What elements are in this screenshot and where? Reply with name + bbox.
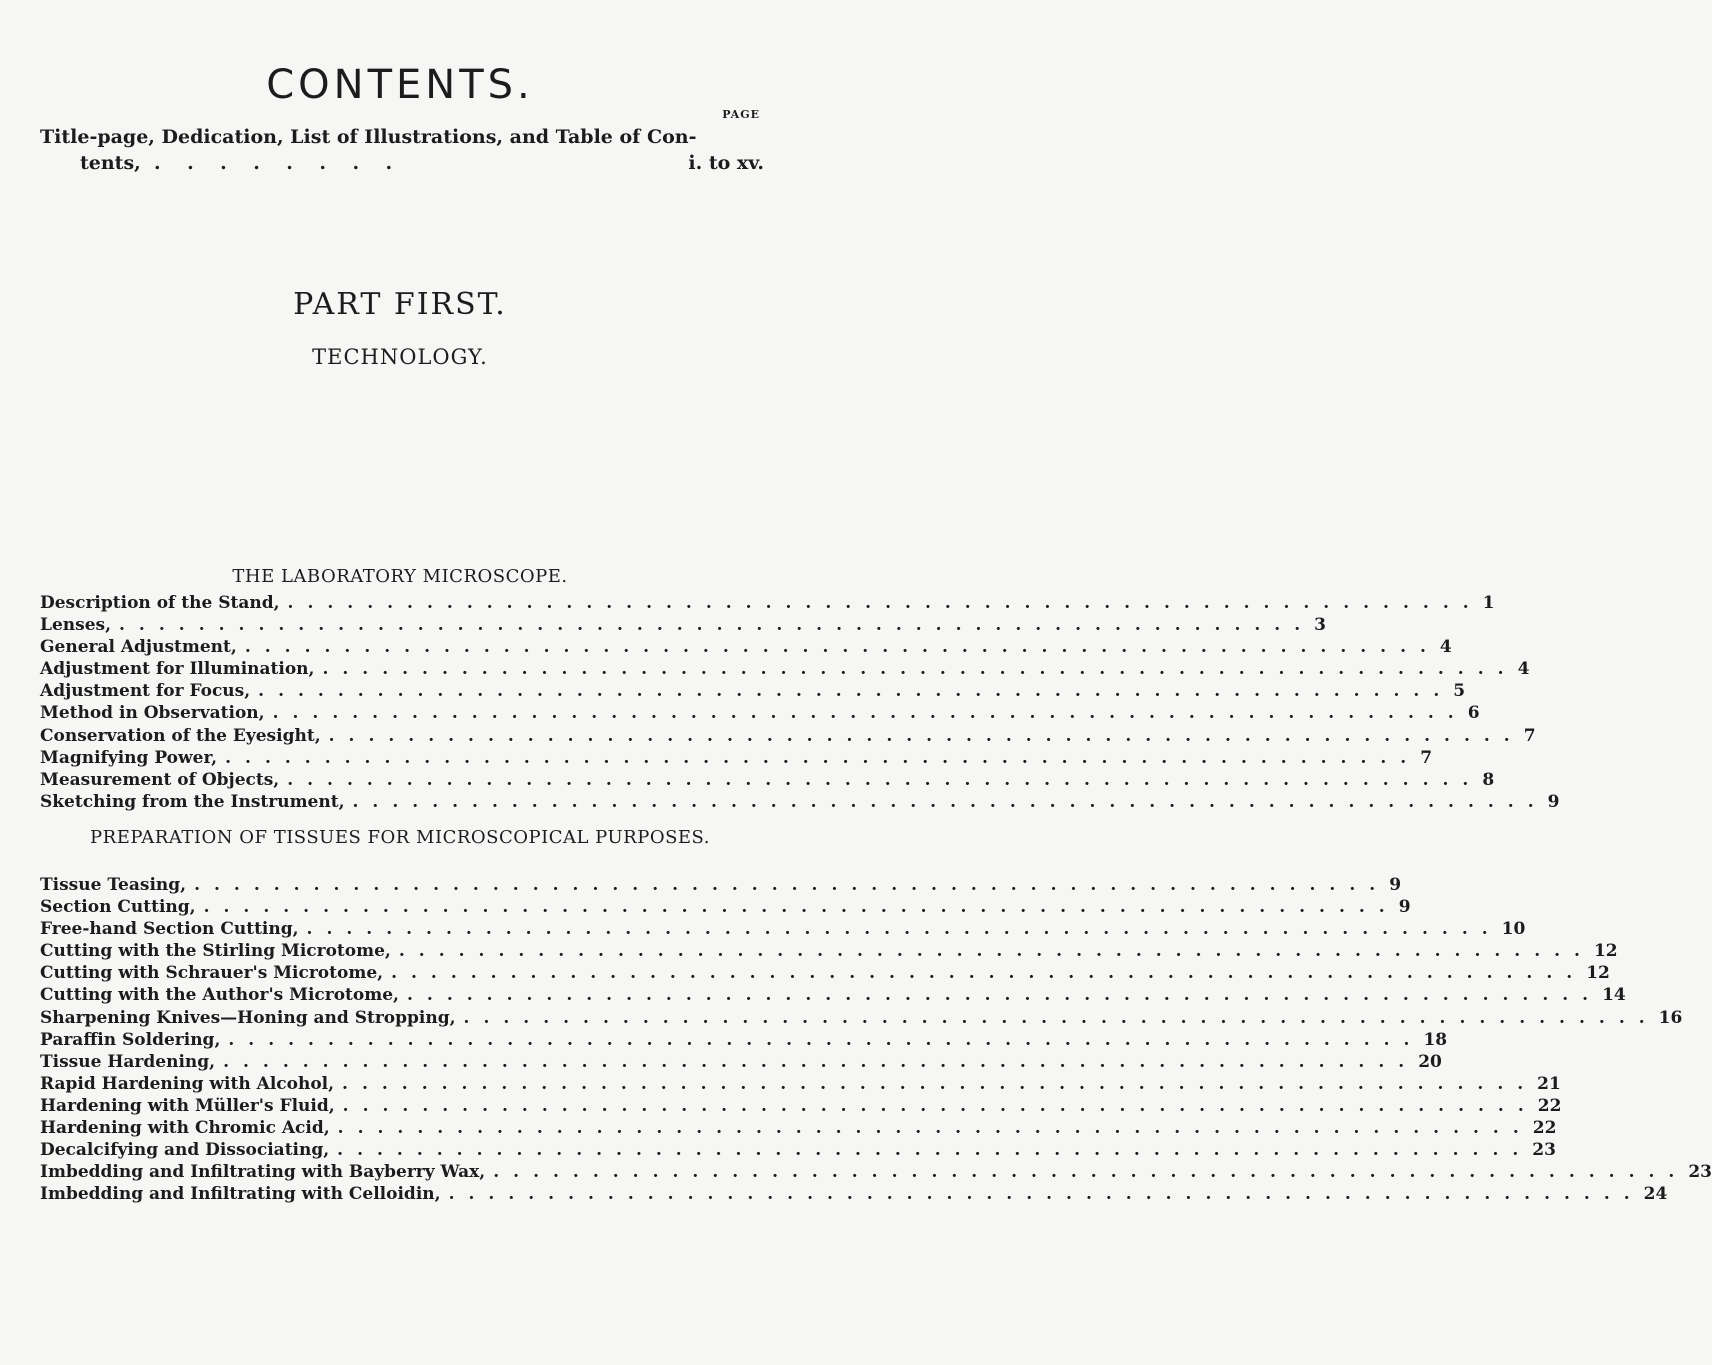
toc-entry (40, 1095, 1562, 1117)
toc-leader-dots: ............................................................ (337, 1118, 1533, 1139)
toc-entry (40, 940, 1618, 962)
toc-leader-dots: ............................................................ (493, 1162, 1689, 1183)
toc-entry-title: Sketching from the Instrument, (40, 791, 345, 812)
section-heading-preparation: PREPARATION OF TISSUES FOR MICROSCOPICAL PURPOSES. (90, 827, 710, 848)
toc-entry-page: 22 (1532, 1118, 1557, 1139)
toc-entry-title: Imbedding and Infiltrating with Celloidin, (40, 1184, 441, 1205)
page-title: CONTENTS. (266, 62, 534, 108)
toc-entry-title: Lenses, (40, 615, 112, 636)
part-subtitle: TECHNOLOGY. (312, 345, 488, 369)
toc-entry-title: Cutting with the Stirling Microtome, (40, 941, 391, 962)
toc-entry-page: 21 (1537, 1073, 1561, 1094)
toc-entry-title: Magnifying Power, (40, 747, 218, 768)
toc-entry-title: Tissue Teasing, (40, 875, 187, 895)
toc-entry (40, 1139, 1556, 1161)
toc-entry (40, 1073, 1561, 1095)
toc-entry-page: 23 (1688, 1162, 1712, 1183)
toc-leader-dots: ............................................................ (244, 637, 1440, 658)
toc-entry-title: Measurement of Objects, (40, 769, 280, 790)
toc-entry-page: 12 (1593, 941, 1618, 962)
page-column-label: PAGE (722, 108, 760, 121)
toc-entry-title: Cutting with the Author's Microtome, (40, 985, 399, 1006)
toc-entry-page: 10 (1501, 919, 1526, 940)
toc-leader-dots: ............................................................ (448, 1184, 1644, 1205)
toc-leader-dots: ............................................................ (258, 681, 1454, 702)
toc-entry (40, 769, 1495, 791)
toc-leader-dots: ............................................................ (322, 659, 1518, 680)
toc-leader-dots: ............................................................ (463, 1007, 1659, 1028)
toc-entry-page: 5 (1453, 681, 1466, 702)
toc-leader-dots: ............................................................ (391, 963, 1587, 984)
toc-entry (40, 636, 1452, 658)
toc-entry (40, 702, 1480, 724)
toc-entry-page: 20 (1418, 1051, 1442, 1072)
toc-entry-page: 1 (1482, 593, 1495, 613)
toc-entry-page: 4 (1439, 637, 1452, 658)
toc-entry-page: 9 (1389, 875, 1402, 895)
toc-leader-dots: ............................................................ (119, 615, 1315, 636)
section-heading-microscope: THE LABORATORY MICROSCOPE. (232, 566, 568, 587)
toc-entry-page: 18 (1423, 1029, 1448, 1050)
toc-entry-page: 8 (1482, 769, 1495, 790)
toc-entry (40, 1029, 1448, 1051)
toc-leader-dots: ............................................................ (203, 897, 1399, 918)
toc-entry-page: 3 (1314, 615, 1326, 636)
toc-leader-dots: ............................................................ (337, 1140, 1533, 1161)
part-title: PART FIRST. (293, 287, 507, 322)
toc-entry (40, 1117, 1557, 1139)
toc-entry-page: 14 (1602, 985, 1626, 1006)
toc-entry-page: 16 (1658, 1007, 1683, 1028)
toc-entry-page: 7 (1523, 725, 1536, 746)
toc-leader-dots: ............................................................ (287, 769, 1483, 790)
toc-entry (40, 791, 1560, 813)
toc-entry-title: Paraffin Soldering, (40, 1029, 221, 1050)
toc-entry-title: General Adjustment, (40, 637, 237, 658)
toc-entry-title: Adjustment for Illumination, (40, 659, 315, 680)
toc-entry-title: Imbedding and Infiltrating with Bayberry Wax, (40, 1162, 486, 1183)
toc-entry (40, 1161, 1712, 1183)
toc-entry-title: Section Cutting, (40, 897, 196, 918)
toc-leader-dots: ............................................................ (342, 1073, 1538, 1094)
toc-entry (40, 962, 1610, 984)
toc-leader-dots: ............................................................ (342, 1095, 1538, 1116)
toc-entry (40, 918, 1526, 940)
front-matter-title-line1: Title-page, Dedication, List of Illustrations, and Table of Con- (40, 126, 697, 148)
toc-entry-page: 9 (1398, 897, 1411, 918)
toc-leader-dots: ............................................................ (225, 747, 1421, 768)
toc-entry-title: Tissue Hardening, (40, 1051, 216, 1072)
toc-entry-page: 22 (1537, 1095, 1562, 1116)
toc-leader-dots: ............................................................ (406, 985, 1603, 1006)
toc-entry-title: Cutting with Schrauer's Microtome, (40, 963, 384, 984)
toc-leader-dots: ............................................................ (328, 725, 1524, 746)
toc-entry (40, 874, 1402, 896)
toc-entry (40, 725, 1536, 747)
toc-entry-title: Description of the Stand, (40, 593, 280, 613)
toc-leader-dots: ............................................................ (272, 703, 1468, 724)
toc-entry-page: 9 (1547, 791, 1560, 812)
toc-entry-title: Method in Observation, (40, 703, 265, 724)
toc-entry (40, 658, 1530, 680)
toc-entry-title: Free-hand Section Cutting, (40, 919, 299, 940)
toc-entry (40, 1183, 1668, 1205)
toc-list-microscope (40, 592, 1560, 813)
toc-entry-page: 24 (1643, 1184, 1668, 1205)
toc-entry (40, 614, 1326, 636)
toc-entry (40, 896, 1411, 918)
toc-list-preparation (40, 874, 1712, 1205)
front-matter-title-line2: tents, (80, 152, 141, 174)
toc-entry-title: Hardening with Müller's Fluid, (40, 1095, 335, 1116)
toc-entry (40, 984, 1626, 1006)
front-matter-entry (40, 124, 764, 176)
front-matter-leader-dots: . . . . . . . . (140, 152, 412, 174)
toc-entry (40, 1007, 1683, 1029)
toc-entry-page: 12 (1586, 963, 1610, 984)
toc-entry (40, 747, 1433, 769)
toc-entry-title: Decalcifying and Dissociating, (40, 1140, 330, 1161)
toc-entry (40, 680, 1466, 702)
toc-leader-dots: ............................................................ (228, 1029, 1424, 1050)
toc-entry (40, 1051, 1442, 1073)
toc-leader-dots: ............................................................ (223, 1051, 1419, 1072)
toc-entry-title: Hardening with Chromic Acid, (40, 1118, 330, 1139)
front-matter-line2 (40, 150, 764, 176)
toc-leader-dots: ............................................................ (194, 875, 1390, 895)
toc-entry-page: 4 (1517, 659, 1530, 680)
toc-leader-dots: ............................................................ (398, 941, 1594, 962)
toc-entry-page: 7 (1420, 747, 1433, 768)
toc-entry-page: 23 (1532, 1140, 1556, 1161)
toc-leader-dots: ............................................................ (287, 593, 1483, 613)
toc-entry-title: Sharpening Knives—Honing and Stropping, (40, 1007, 456, 1028)
toc-entry-title: Conservation of the Eyesight, (40, 725, 321, 746)
toc-entry-title: Adjustment for Focus, (40, 681, 251, 702)
toc-entry (40, 592, 1495, 614)
toc-entry-title: Rapid Hardening with Alcohol, (40, 1073, 335, 1094)
toc-leader-dots: ............................................................ (306, 919, 1502, 940)
toc-entry-page: 6 (1467, 703, 1480, 724)
front-matter-page: i. to xv. (688, 152, 764, 174)
toc-leader-dots: ............................................................ (352, 791, 1548, 812)
